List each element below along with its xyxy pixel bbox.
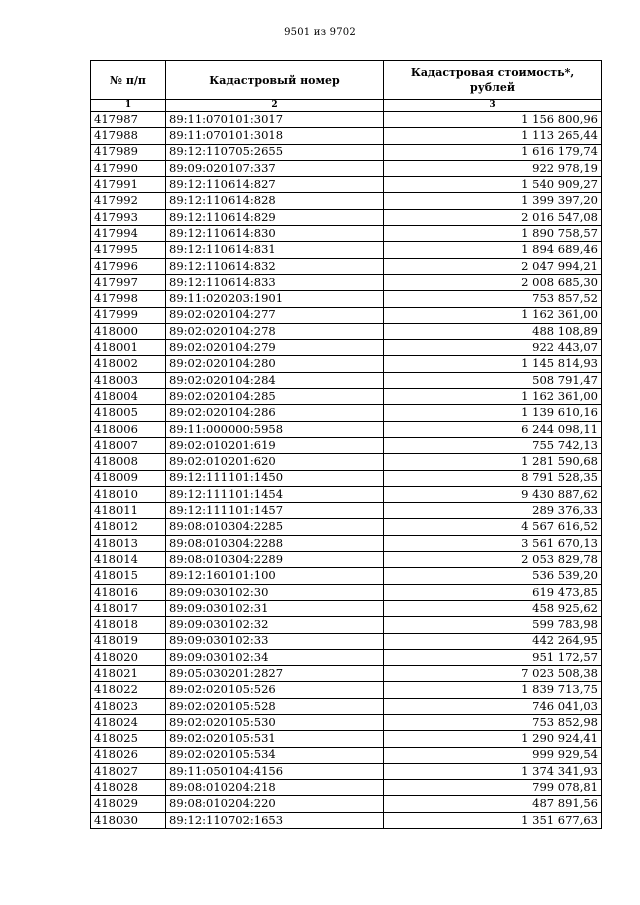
cadastral-value-cell: 1 839 713,75 [384,682,602,698]
row-number-cell: 418003 [91,372,166,388]
header-cadastral-value-text: Кадастровая стоимость*, рублей [410,66,575,94]
row-number-cell: 418023 [91,698,166,714]
cadastral-value-cell: 2 053 829,78 [384,552,602,568]
cadastral-value-cell: 753 852,98 [384,714,602,730]
cadastral-value-cell: 8 791 528,35 [384,470,602,486]
table-row [91,437,602,453]
row-number-cell: 418004 [91,389,166,405]
cadastral-value-cell: 1 890 758,57 [384,226,602,242]
cadastral-number-cell: 89:11:020203:1901 [166,291,384,307]
table-row [91,600,602,616]
row-number-cell: 417995 [91,242,166,258]
cadastral-number-cell: 89:02:020105:531 [166,731,384,747]
table-row [91,698,602,714]
cadastral-number-cell: 89:08:010304:2285 [166,519,384,535]
row-number-cell: 417997 [91,274,166,290]
row-number-cell: 418012 [91,519,166,535]
cadastral-number-cell: 89:08:010304:2289 [166,552,384,568]
cadastral-number-cell: 89:11:070101:3017 [166,112,384,128]
table-row [91,552,602,568]
cadastral-value-cell: 7 023 508,38 [384,666,602,682]
table-row [91,454,602,470]
column-number-row [91,100,602,112]
row-number-cell: 418011 [91,503,166,519]
row-number-cell: 418021 [91,666,166,682]
cadastral-value-cell: 1 162 361,00 [384,307,602,323]
cadastral-value-cell: 4 567 616,52 [384,519,602,535]
cadastral-value-table [90,60,602,829]
cadastral-number-cell: 89:08:010304:2288 [166,535,384,551]
cadastral-value-cell: 536 539,20 [384,568,602,584]
table-row [91,160,602,176]
cadastral-value-cell: 1 374 341,93 [384,763,602,779]
cadastral-value-cell: 3 561 670,13 [384,535,602,551]
cadastral-value-cell: 458 925,62 [384,600,602,616]
row-number-cell: 418030 [91,812,166,828]
cadastral-number-cell: 89:02:020104:278 [166,323,384,339]
table-row [91,177,602,193]
table-row [91,258,602,274]
table-row [91,633,602,649]
table-row [91,144,602,160]
row-number-cell: 418027 [91,763,166,779]
page-number-header: 9501 из 9702 [284,27,356,38]
cadastral-number-cell: 89:09:030102:31 [166,600,384,616]
cadastral-number-cell: 89:02:020105:530 [166,714,384,730]
row-number-cell: 417992 [91,193,166,209]
cadastral-number-cell: 89:02:020104:280 [166,356,384,372]
header-row-number: № п/п [91,61,166,100]
cadastral-number-cell: 89:05:030201:2827 [166,666,384,682]
cadastral-number-cell: 89:12:111101:1454 [166,486,384,502]
cadastral-number-cell: 89:12:110614:832 [166,258,384,274]
row-number-cell: 418022 [91,682,166,698]
row-number-cell: 417991 [91,177,166,193]
cadastral-value-cell: 2 016 547,08 [384,209,602,225]
table-row [91,193,602,209]
table-row [91,568,602,584]
row-number-cell: 418005 [91,405,166,421]
table-row [91,731,602,747]
cadastral-number-cell: 89:12:110614:828 [166,193,384,209]
row-number-cell: 418016 [91,584,166,600]
cadastral-value-cell: 9 430 887,62 [384,486,602,502]
table-row [91,763,602,779]
cadastral-value-cell: 599 783,98 [384,617,602,633]
cadastral-value-cell: 1 540 909,27 [384,177,602,193]
table-row [91,291,602,307]
row-number-cell: 417988 [91,128,166,144]
cadastral-number-cell: 89:12:110614:831 [166,242,384,258]
cadastral-value-cell: 746 041,03 [384,698,602,714]
cadastral-number-cell: 89:02:020104:286 [166,405,384,421]
cadastral-value-cell: 487 891,56 [384,796,602,812]
cadastral-number-cell: 89:02:020105:534 [166,747,384,763]
cadastral-number-cell: 89:12:110614:827 [166,177,384,193]
cadastral-value-cell: 1 156 800,96 [384,112,602,128]
cadastral-value-cell: 1 162 361,00 [384,389,602,405]
cadastral-number-cell: 89:12:110614:833 [166,274,384,290]
row-number-cell: 417998 [91,291,166,307]
table-row [91,617,602,633]
cadastral-number-cell: 89:12:111101:1450 [166,470,384,486]
cadastral-number-cell: 89:02:020104:285 [166,389,384,405]
table-row [91,274,602,290]
cadastral-number-cell: 89:02:010201:619 [166,437,384,453]
table-row [91,307,602,323]
row-number-cell: 417993 [91,209,166,225]
row-number-cell: 418028 [91,780,166,796]
table-row [91,323,602,339]
table-row [91,812,602,828]
cadastral-number-cell: 89:02:020105:528 [166,698,384,714]
table-row [91,503,602,519]
row-number-cell: 418010 [91,486,166,502]
row-number-cell: 418019 [91,633,166,649]
row-number-cell: 418026 [91,747,166,763]
cadastral-number-cell: 89:02:010201:620 [166,454,384,470]
row-number-cell: 418006 [91,421,166,437]
table-row [91,226,602,242]
table-row [91,666,602,682]
cadastral-value-cell: 951 172,57 [384,649,602,665]
cadastral-value-cell: 1 616 179,74 [384,144,602,160]
row-number-cell: 417996 [91,258,166,274]
table-row [91,486,602,502]
row-number-cell: 418017 [91,600,166,616]
cadastral-number-cell: 89:09:020107:337 [166,160,384,176]
table-row [91,682,602,698]
table-row [91,340,602,356]
table-row [91,470,602,486]
cadastral-number-cell: 89:08:010204:220 [166,796,384,812]
cadastral-number-cell: 89:12:110614:830 [166,226,384,242]
row-number-cell: 417987 [91,112,166,128]
row-number-cell: 417994 [91,226,166,242]
cadastral-value-cell: 2 047 994,21 [384,258,602,274]
row-number-cell: 418024 [91,714,166,730]
row-number-cell: 418018 [91,617,166,633]
cadastral-value-cell: 1 351 677,63 [384,812,602,828]
cadastral-value-cell: 1 139 610,16 [384,405,602,421]
table-row [91,796,602,812]
row-number-cell: 418014 [91,552,166,568]
cadastral-value-cell: 1 399 397,20 [384,193,602,209]
cadastral-value-cell: 508 791,47 [384,372,602,388]
cadastral-number-cell: 89:09:030102:32 [166,617,384,633]
cadastral-number-cell: 89:12:160101:100 [166,568,384,584]
row-number-cell: 418015 [91,568,166,584]
cadastral-value-cell: 289 376,33 [384,503,602,519]
column-number-2: 2 [166,100,384,112]
row-number-cell: 418009 [91,470,166,486]
cadastral-value-cell: 1 894 689,46 [384,242,602,258]
row-number-cell: 418025 [91,731,166,747]
table-row [91,649,602,665]
cadastral-number-cell: 89:02:020104:279 [166,340,384,356]
table-row [91,519,602,535]
table-row [91,780,602,796]
cadastral-number-cell: 89:09:030102:33 [166,633,384,649]
cadastral-value-cell: 1 145 814,93 [384,356,602,372]
table-row [91,209,602,225]
cadastral-value-cell: 755 742,13 [384,437,602,453]
table-row [91,112,602,128]
column-number-3: 3 [384,100,602,112]
table-row [91,584,602,600]
table-body [91,112,602,829]
row-number-cell: 417999 [91,307,166,323]
cadastral-value-cell: 1 281 590,68 [384,454,602,470]
row-number-cell: 418002 [91,356,166,372]
row-number-cell: 418020 [91,649,166,665]
cadastral-value-cell: 619 473,85 [384,584,602,600]
cadastral-value-cell: 999 929,54 [384,747,602,763]
cadastral-number-cell: 89:09:030102:34 [166,649,384,665]
table-row [91,421,602,437]
cadastral-number-cell: 89:12:110614:829 [166,209,384,225]
cadastral-number-cell: 89:12:110705:2655 [166,144,384,160]
cadastral-number-cell: 89:11:000000:5958 [166,421,384,437]
cadastral-number-cell: 89:11:070101:3018 [166,128,384,144]
row-number-cell: 418000 [91,323,166,339]
cadastral-value-cell: 799 078,81 [384,780,602,796]
cadastral-value-cell: 753 857,52 [384,291,602,307]
table-row [91,128,602,144]
row-number-cell: 417990 [91,160,166,176]
cadastral-number-cell: 89:02:020104:284 [166,372,384,388]
cadastral-number-cell: 89:12:111101:1457 [166,503,384,519]
cadastral-number-cell: 89:11:050104:4156 [166,763,384,779]
cadastral-number-cell: 89:12:110702:1653 [166,812,384,828]
cadastral-value-cell: 922 443,07 [384,340,602,356]
table-row [91,389,602,405]
row-number-cell: 417989 [91,144,166,160]
table-row [91,714,602,730]
cadastral-number-cell: 89:02:020104:277 [166,307,384,323]
table-row [91,242,602,258]
table-row [91,535,602,551]
cadastral-value-cell: 2 008 685,30 [384,274,602,290]
cadastral-number-cell: 89:09:030102:30 [166,584,384,600]
row-number-cell: 418029 [91,796,166,812]
cadastral-number-cell: 89:08:010204:218 [166,780,384,796]
table-row [91,405,602,421]
row-number-cell: 418007 [91,437,166,453]
cadastral-value-cell: 1 113 265,44 [384,128,602,144]
cadastral-value-cell: 922 978,19 [384,160,602,176]
row-number-cell: 418013 [91,535,166,551]
table-row [91,356,602,372]
cadastral-value-cell: 6 244 098,11 [384,421,602,437]
row-number-cell: 418008 [91,454,166,470]
cadastral-value-cell: 488 108,89 [384,323,602,339]
cadastral-number-cell: 89:02:020105:526 [166,682,384,698]
table-row [91,747,602,763]
cadastral-value-cell: 442 264,95 [384,633,602,649]
column-number-1: 1 [91,100,166,112]
cadastral-value-cell: 1 290 924,41 [384,731,602,747]
header-cadastral-value [384,61,602,100]
table-header-row [91,61,602,100]
table-row [91,372,602,388]
row-number-cell: 418001 [91,340,166,356]
header-cadastral-number: Кадастровый номер [166,61,384,100]
